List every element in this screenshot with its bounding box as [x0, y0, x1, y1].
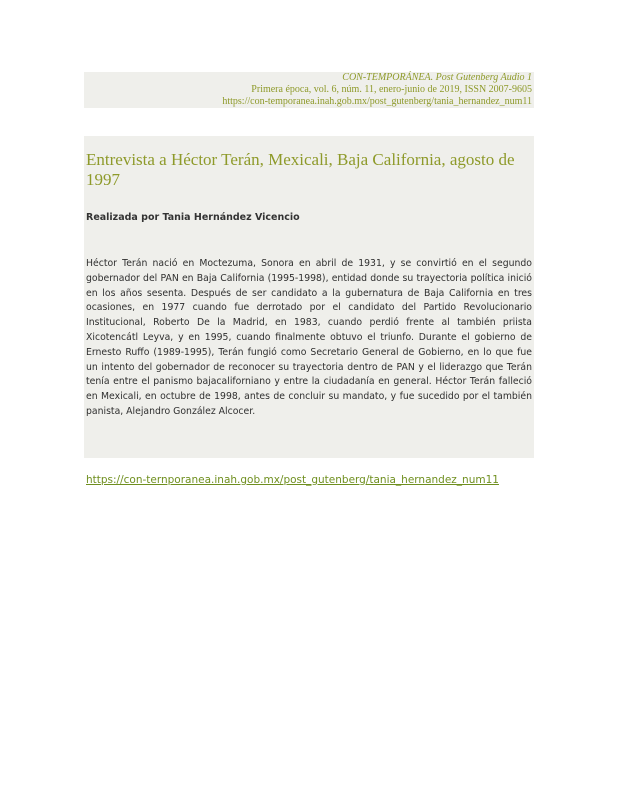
- article-byline: Realizada por Tania Hernández Vicencio: [86, 212, 300, 223]
- journal-url: https://con-temporanea.inah.gob.mx/post_gutenberg/tania_hernandez_num11: [222, 96, 532, 107]
- article-title: Entrevista a Héctor Terán, Mexicali, Baja California, agosto de 1997: [86, 150, 515, 189]
- article-body: Héctor Terán nació en Moctezuma, Sonora en abril de 1931, y se convirtió en el segundo gobernador del PAN en Baja California (1995-1998), entidad donde su trayectoria política inició en los años sesenta. Después de ser candidato a la gubernatura de Baja California en tres ocasiones, en 1977 cuando fue derrotado por el candidato del Partido Revolucionario Institucional, Roberto De la Madrid, en 1983, cuando perdió frente al también priista Xicotencátl Leyva, y en 1995, cuando finalmente obtuvo el triunfo. Durante el gobierno de Ernesto Ruffo (1989-1995), Terán fungió como Secretario General de Gobierno, en lo que fue un intento del gobernador de reconocer su trayectoria dentro de PAN y el liderazgo que Terán tenía entre el panismo bajacaliforniano y entre la ciudadanía en general. Héctor Terán falleció en Mexicali, en octubre de 1998, antes de concluir su mandato, y fue sucedido por el también panista, Alejandro González Alcocer.: [86, 258, 532, 417]
- journal-name: CON-TEMPORÁNEA. Post Gutenberg Audio 1: [342, 72, 532, 83]
- journal-issue: Primera época, vol. 6, núm. 11, enero-junio de 2019, ISSN 2007-9605: [251, 84, 532, 95]
- journal-header: [84, 72, 534, 108]
- article-link[interactable]: https://con-ternporanea.inah.gob.mx/post_gutenberg/tania_hernandez_num11: [86, 474, 499, 486]
